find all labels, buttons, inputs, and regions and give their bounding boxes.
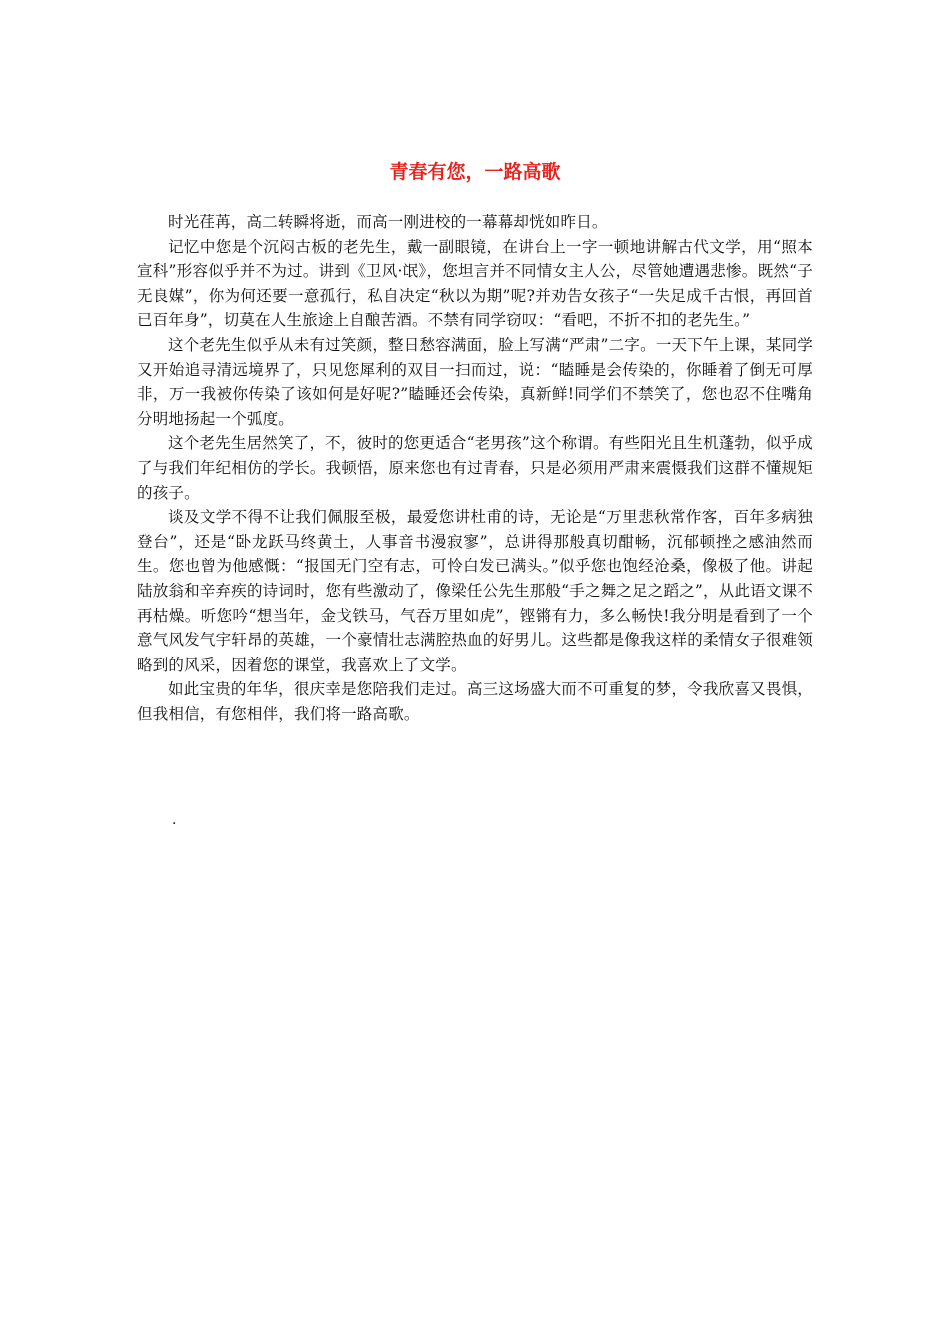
document-title: 青春有您，一路高歌: [389, 161, 561, 183]
paragraph-1: 时光荏苒，高二转瞬将逝，而高一刚进校的一幕幕却恍如昨日。: [168, 213, 608, 231]
paragraph-5: 谈及文学不得不让我们佩服至极，最爱您讲杜甫的诗，无论是“万里悲秋常作客，百年多病独登台”，还是“卧龙跃马终黄土，人事音书漫寂寥”，总讲得那般真切酣畅，沉郁顿挫之感油然而生。您也曾为他感慨：“报国无门空有志，可怜白发已满头。”似乎您也饱经沧桑，像极了他。讲起陆放翁和辛弃疾的诗词时，您有些激动了，像梁任公先生那般“手之舞之足之蹈之”，从此语文课不再枯燥。听您吟“想当年，金戈铁马，气吞万里如虎”，铿锵有力，多么畅快!我分明是看到了一个意气风发气宇轩昂的英雄，一个豪情壮志满腔热血的好男儿。这些都是像我这样的柔情女子很难领略到的风采，因着您的课堂，我喜欢上了文学。: [137, 508, 813, 674]
paragraph-2: 记忆中您是个沉闷古板的老先生，戴一副眼镜，在讲台上一字一顿地讲解古代文学，用“照本宣科”形容似乎并不为过。讲到《卫风·氓》，您坦言并不同情女主人公，尽管她遭遇悲惨。既然“子无良媒”，你为何还要一意孤行，私自决定“秋以为期”呢?并劝告女孩子“一失足成千古恨，再回首已百年身”，切莫在人生旅途上自酿苦酒。不禁有同学窃叹：“看吧，不折不扣的老先生。”: [137, 237, 813, 330]
paragraph-4: 这个老先生居然笑了，不，彼时的您更适合“老男孩”这个称谓。有些阳光且生机蓬勃，似乎成了与我们年纪相仿的学长。我顿悟，原来您也有过青春，只是必须用严肃来震慑我们这群不懂规矩的孩子。: [137, 434, 813, 502]
document-body: [137, 210, 813, 726]
paragraph-3: 这个老先生似乎从未有过笑颜，整日愁容满面，脸上写满“严肃”二字。一天下午上课，某同学又开始追寻清远境界了，只见您犀利的双目一扫而过，说：“瞌睡是会传染的，你睡着了倒无可厚非，万一我被你传染了该如何是好呢?”瞌睡还会传染，真新鲜!同学们不禁笑了，您也忍不住嘴角分明地扬起一个弧度。: [137, 335, 813, 428]
paragraph-6: 如此宝贵的年华，很庆幸是您陪我们走过。高三这场盛大而不可重复的梦，令我欣喜又畏惧，但我相信，有您相伴，我们将一路高歌。: [137, 680, 813, 723]
trailing-mark: .: [172, 812, 177, 828]
